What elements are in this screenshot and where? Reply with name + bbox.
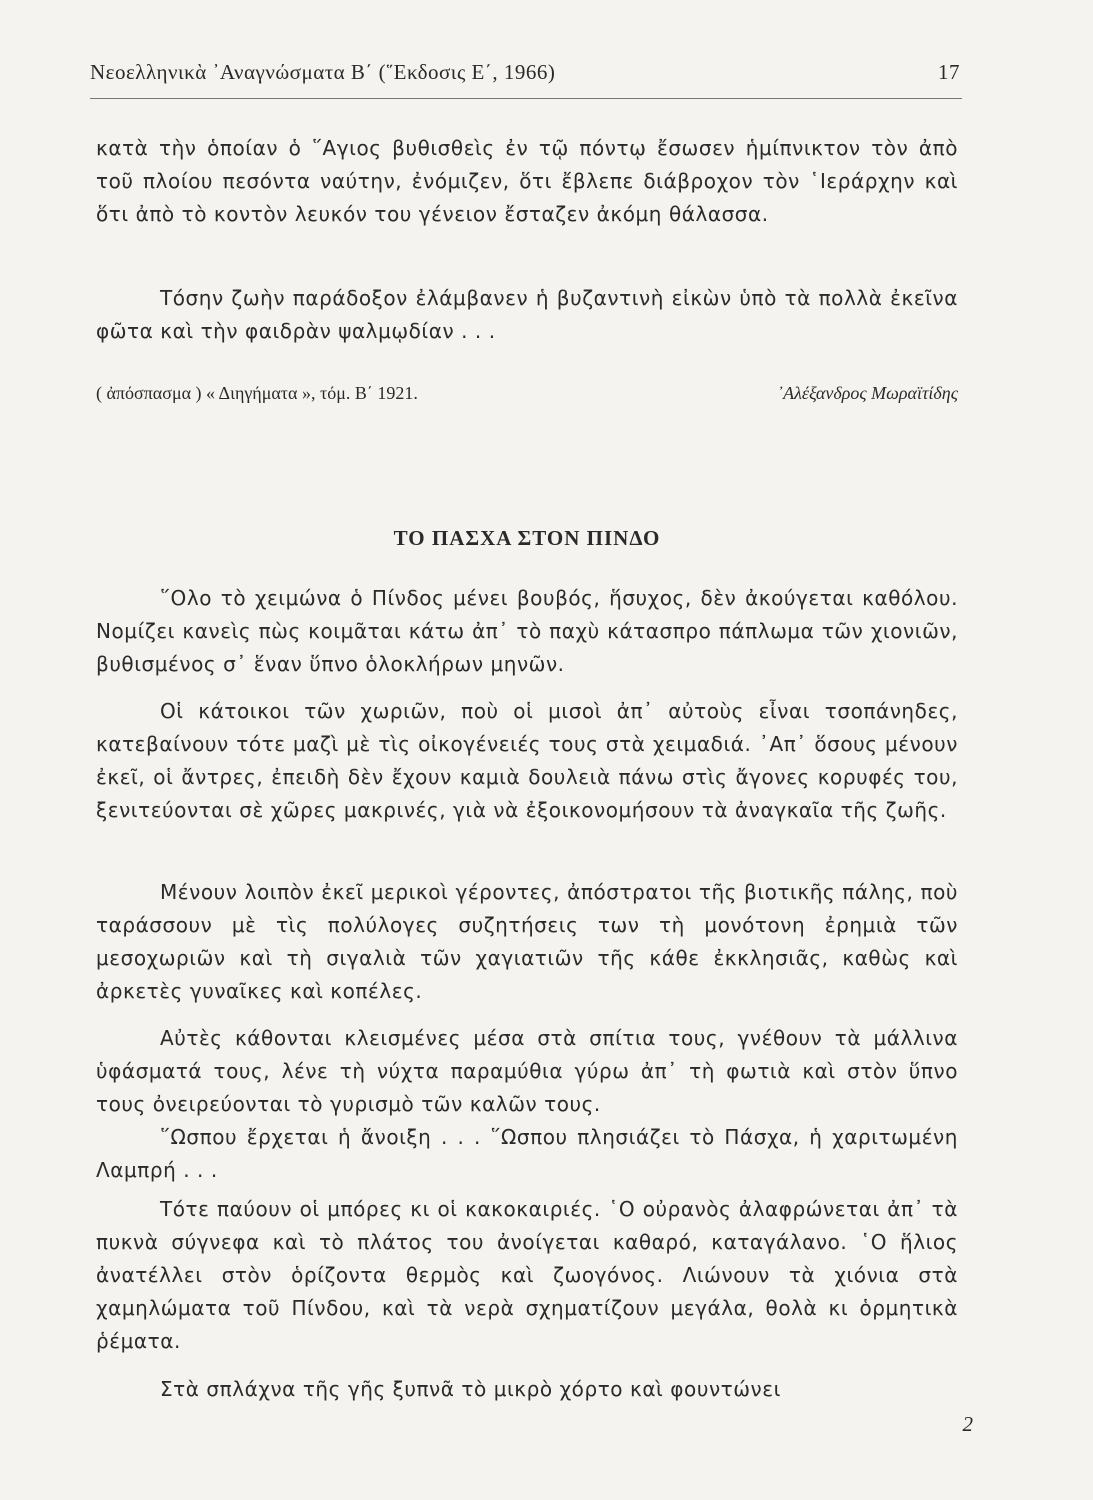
excerpt-paragraph-2: Τόσην ζωὴν παράδοξον ἐλάμβανεν ἡ βυζαντινὴ εἰκὼν ὑπὸ τὰ πολλὰ ἐκεῖνα φῶτα καὶ τὴν φαιδρὰν ψαλμῳδίαν . . . <box>96 286 958 343</box>
story-paragraph-6: Τότε παύουν οἱ μπόρες κι οἱ κακοκαιριές. ῾Ο οὐρανὸς ἀλαφρώνεται ἀπ᾿ τὰ πυκνὰ σύγνεφα καὶ τὸ πλάτος του ἀνοίγεται καθαρό, καταγάλανο. ῾Ο ἥλιος ἀνατέλλει στὸν ὁρίζοντα θερμὸς καὶ ζωογόνος. Λιώνουν τὰ χιόνια στὰ χαμηλώματα τοῦ Πίνδου, καὶ τὰ νερὰ σχηματίζουν μεγάλα, θολὰ κι ὁρμητικὰ ῥέματα. <box>96 1197 958 1353</box>
running-header <box>90 60 960 85</box>
signature-mark: 2 <box>962 1412 973 1436</box>
excerpt-paragraph-1: κατὰ τὴν ὁποίαν ὁ ῞Αγιος βυθισθεὶς ἐν τῷ πόντῳ ἔσωσεν ἡμίπνικτον τὸν ἀπὸ τοῦ πλοίου πεσόντα ναύτην, ἐνόμιζεν, ὅτι ἔβλεπε διάβροχον τὸν ῾Ιεράρχην καὶ ὅτι ἀπὸ τὸ κοντὸν λευκόν του γένειον ἔσταζεν ἀκόμη θάλασσα. <box>96 136 958 226</box>
story-paragraph-4: Αὐτὲς κάθονται κλεισμένες μέσα στὰ σπίτια τους, γνέθουν τὰ μάλλινα ὑφάσματά τους, λένε τὴ νύχτα παραμύθια γύρω ἀπ᾿ τὴ φωτιὰ καὶ στὸν ὕπνο τους ὀνειρεύονται τὸ γυρισμὸ τῶν καλῶν τους. <box>96 1026 958 1116</box>
story-title: ΤΟ ΠΑΣΧΑ ΣΤΟΝ ΠΙΝΔΟ <box>393 526 661 550</box>
excerpt-source-line <box>96 383 958 404</box>
story-paragraph-5: ῞Ωσπου ἔρχεται ἡ ἄνοιξη . . . ῞Ωσπου πλησιάζει τὸ Πάσχα, ἡ χαριτωμένη Λαμπρή . . . <box>96 1125 958 1182</box>
story-paragraph-2: Οἱ κάτοικοι τῶν χωριῶν, ποὺ οἱ μισοὶ ἀπ᾿ αὐτοὺς εἶναι τσοπάνηδες, κατεβαίνουν τότε μαζὶ μὲ τὶς οἰκογένειές τους στὰ χειμαδιά. ᾿Απ᾿ ὅσους μένουν ἐκεῖ, οἱ ἄντρες, ἐπειδὴ δὲν ἔχουν καμιὰ δουλειὰ πάνω στὶς ἄγονες κορυφές του, ξενιτεύονται σὲ χῶρες μακρινές, γιὰ νὰ ἐξοικονομήσουν τὰ ἀναγκαῖα τῆς ζωῆς. <box>96 699 958 822</box>
excerpt-author: ᾿Αλέξανδρος Μωραϊτίδης <box>777 383 958 403</box>
header-title: Νεοελληνικὰ ᾿Αναγνώσματα Β΄ (῞Εκδοσις Ε΄, 1966) <box>90 60 556 84</box>
excerpt-source: ( ἀπόσπασμα ) « Διηγήματα », τόμ. Β΄ 1921. <box>96 383 418 403</box>
header-rule <box>90 98 962 99</box>
story-paragraph-1: ῞Ολο τὸ χειμώνα ὁ Πίνδος μένει βουβός, ἥσυχος, δὲν ἀκούγεται καθόλου. Νομίζει κανεὶς πὼς κοιμᾶται κάτω ἀπ᾿ τὸ παχὺ κάτασπρο πάπλωμα τῶν χιονιῶν, βυθισμένος σ᾿ ἕναν ὕπνο ὁλοκλήρων μηνῶν. <box>96 586 958 676</box>
story-paragraph-7: Στὰ σπλάχνα τῆς γῆς ξυπνᾶ τὸ μικρὸ χόρτο καὶ φουντώνει <box>160 1377 781 1401</box>
story-paragraph-3: Μένουν λοιπὸν ἐκεῖ μερικοὶ γέροντες, ἀπόστρατοι τῆς βιοτικῆς πάλης, ποὺ ταράσσουν μὲ τὶς πολύλογες συζητήσεις των τὴ μονότονη ἐρημιὰ τῶν μεσοχωριῶν καὶ τὴ σιγαλιὰ τῶν χαγιατιῶν τῆς κάθε ἐκκλησιᾶς, καθὼς καὶ ἀρκετὲς γυναῖκες καὶ κοπέλες. <box>96 880 958 1003</box>
page-number: 17 <box>938 60 960 84</box>
